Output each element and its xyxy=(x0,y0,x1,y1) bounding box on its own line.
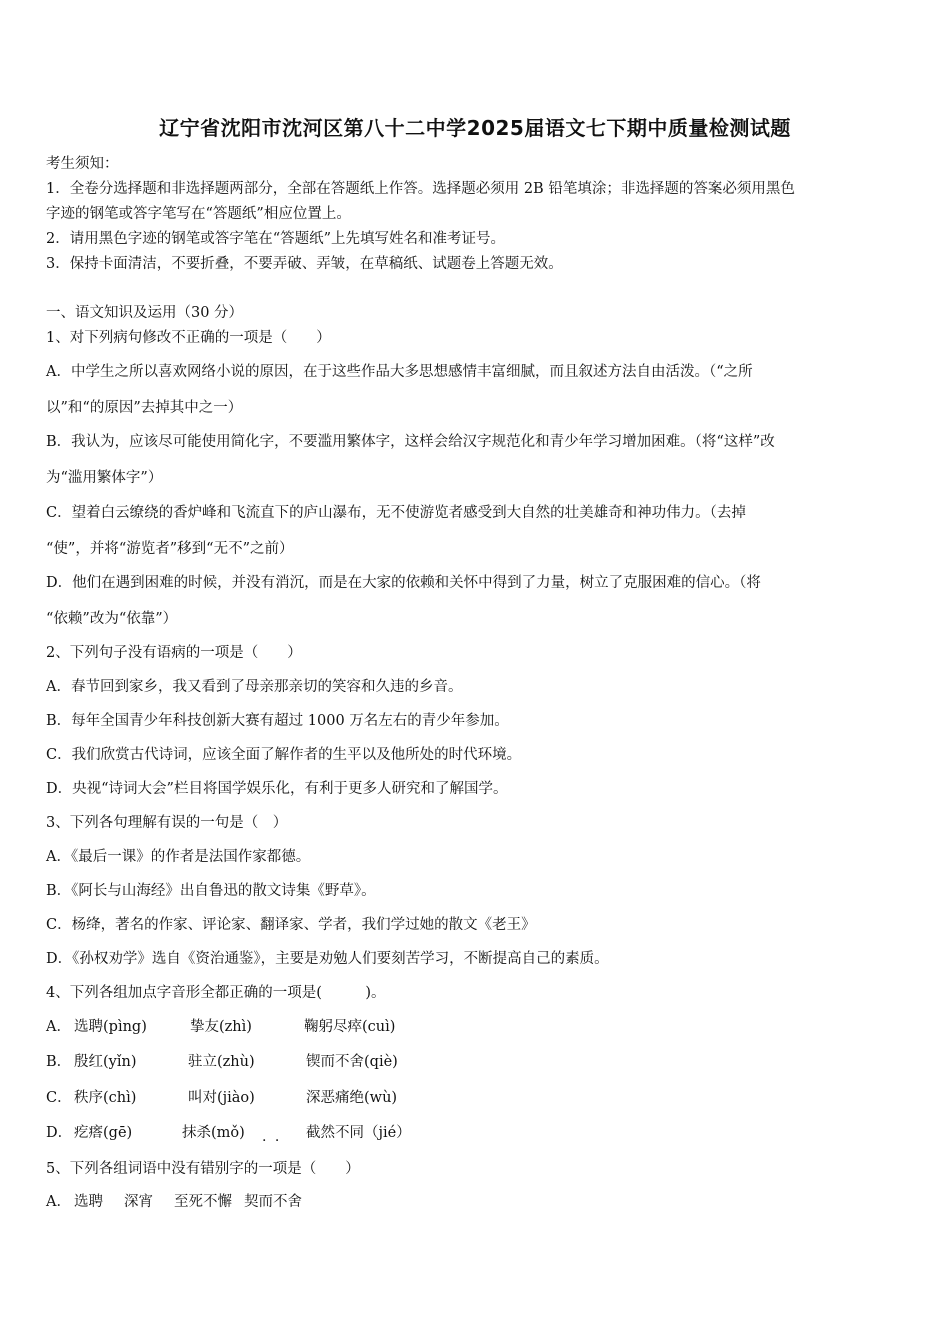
q4-c-word-1: 秩序(chì) xyxy=(74,1090,137,1106)
notice-item-1b: 字迹的钢笔或答字笔写在“答题纸”相应位置上。 xyxy=(46,206,351,222)
q4-option-d xyxy=(46,1121,411,1142)
q5-a-word-1: 选聘 xyxy=(74,1194,103,1210)
page-title: 辽宁省沈阳市沈河区第八十二中学2025届语文七下期中质量检测试题 xyxy=(159,116,791,140)
q1-option-a-line1: A．中学生之所以喜欢网络小说的原因，在于这些作品大多思想感情丰富细腻，而且叙述方法自由活泼。（“之所 xyxy=(46,364,753,380)
q5-a-word-3: 至死不懈 xyxy=(174,1194,232,1210)
q3-option-b: B．《阿长与山海经》出自鲁迅的散文诗集《野草》。 xyxy=(46,883,376,899)
q1-option-b-line2: 为“滥用繁体字”） xyxy=(46,470,163,486)
notice-item-1a: 1．全卷分选择题和非选择题两部分，全部在答题纸上作答。选择题必须用 2B 铅笔填涂；非选择题的答案必须用黑色 xyxy=(46,181,795,197)
q1-option-b-line1: B．我认为，应该尽可能使用简化字，不要滥用繁体字，这样会给汉字规范化和青少年学习增加困难。（将“这样”改 xyxy=(46,434,775,450)
q4-a-word-1: 选聘(pìng) xyxy=(74,1019,147,1035)
q5-a-word-4: 契而不舍 xyxy=(244,1194,302,1210)
q2-option-b: B．每年全国青少年科技创新大赛有超过 1000 万名左右的青少年参加。 xyxy=(46,713,509,729)
q1-option-c-line1: C．望着白云缭绕的香炉峰和飞流直下的庐山瀑布，无不使游览者感受到大自然的壮美雄奇和神功伟力。（去掉 xyxy=(46,505,746,521)
q4-d-word-2: 抹杀(mǒ) xyxy=(182,1125,245,1141)
q4-b-word-2: 驻立(zhù) xyxy=(188,1054,255,1070)
q1-option-d-line2: “依赖”改为“依靠”） xyxy=(46,611,178,627)
q4-d-word-1: 疙瘩(gē) xyxy=(74,1125,133,1141)
section-heading: 一、语文知识及运用（30 分） xyxy=(46,305,244,321)
q4-option-c xyxy=(46,1086,397,1107)
q4-option-b xyxy=(46,1050,398,1071)
notice-item-2: 2．请用黑色字迹的钢笔或答字笔在“答题纸”上先填写姓名和准考证号。 xyxy=(46,231,506,247)
option-letter: A． xyxy=(46,1194,71,1210)
q2-option-a: A．春节回到家乡，我又看到了母亲那亲切的笑容和久违的乡音。 xyxy=(46,679,463,695)
q1-option-c-line2: “使”，并将“游览者”移到“无不”之前） xyxy=(46,541,294,557)
q3-stem: 3、下列各句理解有误的一句是（ ） xyxy=(46,815,288,831)
option-letter: D． xyxy=(46,1125,73,1141)
q4-b-word-3: 锲而不舍(qiè) xyxy=(306,1054,398,1070)
q2-option-d: D．央视“诗词大会”栏目将国学娱乐化，有利于更多人研究和了解国学。 xyxy=(46,781,508,797)
q5-option-a xyxy=(46,1190,302,1211)
q5-stem: 5、下列各组词语中没有错别字的一项是（ ） xyxy=(46,1161,360,1177)
q4-option-a xyxy=(46,1015,395,1036)
q4-a-word-2: 挚友(zhì) xyxy=(190,1019,252,1035)
q4-b-word-1: 殷红(yǐn) xyxy=(74,1054,137,1070)
q4-stem: 4、下列各组加点字音形全都正确的一项是( )。 xyxy=(46,985,386,1001)
q4-a-word-3: 鞠躬尽瘁(cuì) xyxy=(304,1019,396,1035)
q1-option-a-line2: 以”和“的原因”去掉其中之一） xyxy=(46,400,243,416)
q4-c-word-2: 叫对(jiào) xyxy=(188,1090,255,1106)
q3-option-a: A．《最后一课》的作者是法国作家都德。 xyxy=(46,849,311,865)
q1-option-d-line1: D．他们在遇到困难的时候，并没有消沉，而是在大家的依赖和关怀中得到了力量，树立了克服困难的信心。（将 xyxy=(46,575,761,591)
q2-option-c: C．我们欣赏古代诗词，应该全面了解作者的生平以及他所处的时代环境。 xyxy=(46,747,522,763)
q1-stem: 1、对下列病句修改不正确的一项是（ ） xyxy=(46,330,331,346)
option-letter: C． xyxy=(46,1090,72,1106)
q5-a-word-2: 深宵 xyxy=(124,1194,153,1210)
q4-d-word-3: 截然不同（jié） xyxy=(306,1125,411,1141)
option-letter: A． xyxy=(46,1019,71,1035)
q4-c-word-3: 深恶痛绝(wù) xyxy=(306,1090,398,1106)
notice-item-3: 3．保持卡面清洁，不要折叠，不要弄破、弄皱，在草稿纸、试题卷上答题无效。 xyxy=(46,256,563,272)
notice-header: 考生须知： xyxy=(46,156,119,172)
q3-option-d: D．《孙权劝学》选自《资治通鉴》，主要是劝勉人们要刻苦学习，不断提高自己的素质。 xyxy=(46,951,609,967)
q2-stem: 2、下列句子没有语病的一项是（ ） xyxy=(46,645,302,661)
q3-option-c: C．杨绛，著名的作家、评论家、翻译家、学者，我们学过她的散文《老王》 xyxy=(46,917,536,933)
emphasis-dots: . . xyxy=(262,1129,282,1145)
option-letter: B． xyxy=(46,1054,72,1070)
